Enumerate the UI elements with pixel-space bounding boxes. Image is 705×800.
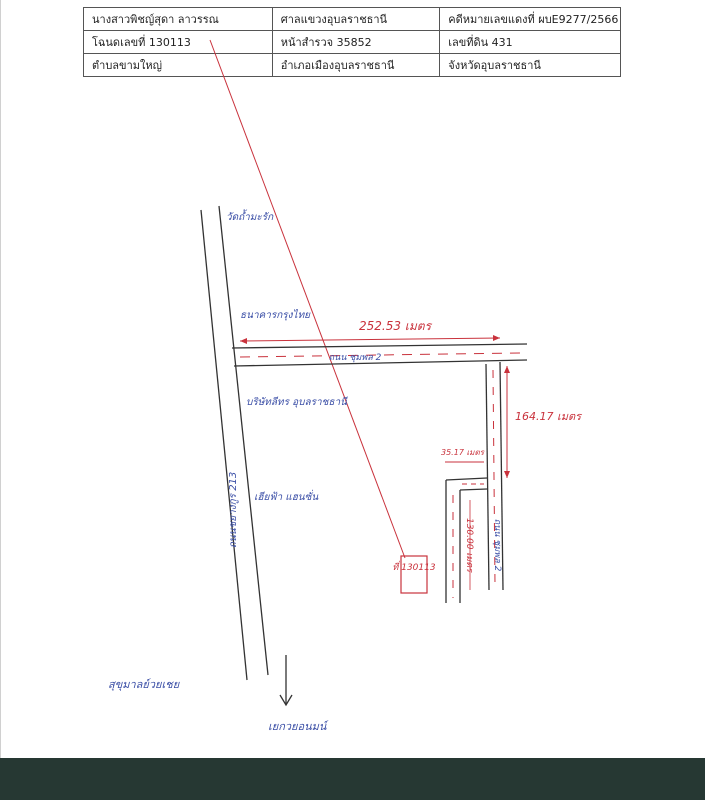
viewer-bottom-bar (0, 758, 705, 800)
side-road-label: ถนน ชุมพล 2 (492, 518, 502, 572)
main-road-label: ถนนชยางกูร 213 (228, 471, 239, 549)
land-number-cell: เลขที่ดิน 431 (440, 31, 621, 54)
top-length-arrow (240, 338, 500, 341)
temple-label: วัดถ้ำมะรัก (226, 212, 274, 223)
plot-width-label: 35.17 เมตร (441, 448, 484, 457)
top-arrow-left-head (240, 338, 247, 344)
side-road-left-edge (486, 364, 489, 590)
court-cell: ศาลแขวงอุบลราชธานี (272, 8, 440, 31)
top-arrow-right-head (493, 335, 500, 341)
survey-page-cell: หน้าสำรวจ 35852 (272, 31, 440, 54)
main-road-left-edge (201, 210, 247, 680)
top-length-label: 252.53 เมตร (358, 319, 432, 333)
side-arrow-top-head (504, 366, 510, 373)
shop-label: เฮียฟ้า แฮนซั่น (254, 492, 319, 503)
province-cell: จังหวัดอุบลราชธานี (440, 54, 621, 77)
owner-cell: นางสาวพิชญ์สุดา ลาวรรณ (84, 8, 273, 31)
bank-label: ธนาคารกรุงไทย (240, 310, 311, 321)
deed-number-cell: โฉนดเลขที่ 130113 (84, 31, 273, 54)
plot-marker (401, 556, 427, 593)
company-label: บริษัทลีทร อุบลราชธานี (246, 397, 347, 408)
plot-label: ที่ 130113 (392, 563, 436, 573)
side-length-label: 164.17 เมตร (515, 410, 582, 423)
case-number-cell: คดีหมายเลขแดงที่ ผบE9277/2566 (440, 8, 621, 31)
lane-inner-edge (460, 489, 487, 490)
lane-top-edge (446, 478, 487, 480)
south-destination-label: เยกวยอนมน์ (268, 720, 327, 733)
top-road-label: ถนน ชุมพล 2 (328, 353, 382, 363)
north-destination-label: สุขุมาลย์วยเชย (108, 678, 180, 691)
district-cell: อำเภอเมืองอุบลราชธานี (272, 54, 440, 77)
main-road-right-edge (219, 206, 268, 675)
plot-depth-label: 130.00 เมตร (464, 517, 474, 573)
top-road-upper-edge (232, 344, 527, 348)
pointer-line (210, 40, 405, 558)
side-arrow-bottom-head (504, 471, 510, 478)
subdistrict-cell: ตำบลขามใหญ่ (84, 54, 273, 77)
